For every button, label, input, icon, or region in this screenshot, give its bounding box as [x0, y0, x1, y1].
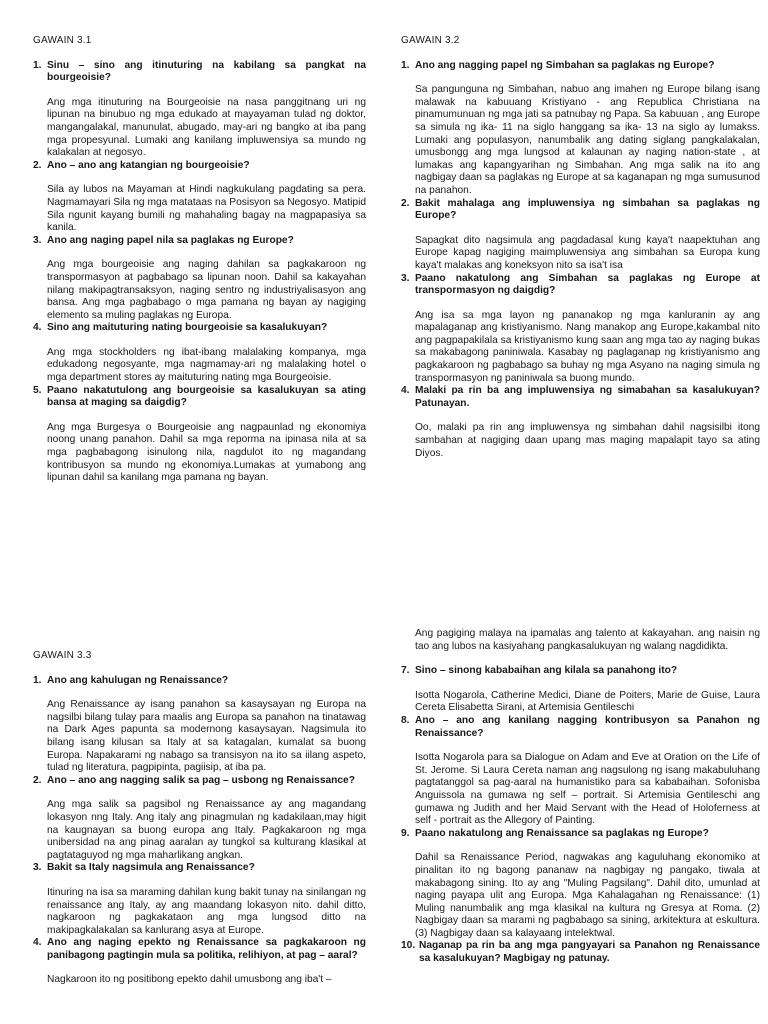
section-heading: GAWAIN 3.3 [33, 650, 92, 661]
answer: Oo, malaki pa rin ang impluwensya ng simbahan dahil nagsisilbi itong sambahan at nagiging daan upang mas maging mapalapit tayo sa ating Diyos. [415, 422, 760, 459]
answer: Sila ay lubos na Mayaman at Hindi nagkukulang pagdating sa pera. Nagmamayari Sila ng mga matataas na Posisyon sa Negosyo. Matipid Sila ngunit kayang bumili ng mahahaling bagay na magpapasiya sa kanila. [47, 184, 366, 234]
question: 9. Paano nakatulong ang Renaissance sa paglakas ng Europe? [401, 827, 709, 839]
question: 4. Sino ang maituturing nating bourgeoisie sa kasalukuyan? [33, 322, 328, 334]
question-block [33, 675, 366, 775]
question: 3. Bakit sa Italy nagsimula ang Renaissance? [33, 862, 255, 874]
question: 1. Ano ang kahulugan ng Renaissance? [33, 674, 229, 686]
answer: Ang mga stockholders ng ibat-ibang malalaking kompanya, mga edukadong negosyante, mga nagmamay-ari ng malalaking hotel o mga department stores ay maituturing nating mga Bourgeoisie. [47, 346, 366, 384]
question-block [401, 828, 760, 941]
section-heading: GAWAIN 3.2 [401, 35, 460, 46]
question: 4. Ano ang naging epekto ng Renaissance sa pagkakaroon ng panibagong pagtingin mula sa politika, relihiyon, at pag – aaral? [33, 937, 366, 961]
question: 7. Sino – sinong kababaihan ang kilala sa panahong ito? [401, 665, 678, 677]
answer: Ang mga bourgeoisie ang naging dahilan sa pagkakaroon ng transpormasyon at pagbabago sa lipunan noon. Dahil sa kakayahan nilang makipagtransaksyon, naging sentro ng industriyalisasyon ang bansa. Ang mga pagbabago o mga pamana ng bayan ay nagiging elemento sa muling paglakas ng Europa. [47, 259, 366, 321]
question-block [401, 715, 760, 828]
question-block [33, 775, 366, 863]
question: 3. Paano nakatulong ang Simbahan sa paglakas ng Europe at transpormasyon ng daigdig? [401, 272, 760, 297]
question-block [33, 160, 366, 235]
question-block [33, 937, 366, 987]
question-block [401, 385, 760, 460]
question-block [401, 273, 760, 386]
answer: Ang mga salik sa pagsibol ng Renaissance ay ang magandang lokasyon nng Italy. Ang italy ang pinagmulan ng kadakilaan,may higit na kaugnayan sa buong europa ang Italy. Pagkakaroon ng mga unibersidad na ang pinag aaralan ay tungkol sa kulturang klasikal at pagtataguyod ng mga maharlikang angkan. [47, 799, 366, 861]
question: 8. Ano – ano ang kanilang nagging kontribusyon sa Panahon ng Renaissance? [401, 714, 760, 739]
answer: Ang mga Burgesya o Bourgeoisie ang nagpaunlad ng ekonomiya noong unang panahon. Dahil sa mga reporma na ipinasa nila at sa mga pagbabagong isinulong nila, nagdulot ito ng magandang kontribusyon sa mundo ng ekonomiya.Lumakas at yumabong ang lipunan dahil sa kanilang mga pamana ng bayan. [47, 421, 366, 484]
question: 1. Ano ang nagging papel ng Simbahan sa paglakas ng Europe? [401, 59, 715, 71]
question: 2. Bakit mahalaga ang impluwensiya ng simbahan sa paglakas ng Europe? [401, 197, 760, 222]
question-block [33, 235, 366, 323]
question: 3. Ano ang naging papel nila sa paglakas ng Europe? [33, 234, 294, 246]
gawain-3-1-section [33, 35, 366, 485]
section-heading: GAWAIN 3.1 [33, 35, 92, 46]
answer: Isotta Nogarola, Catherine Medici, Diane de Poiters, Marie de Guise, Laura Cereta Elisabetta Sirani, at Artemisia Gentileschi [415, 689, 760, 714]
question-block [401, 940, 760, 965]
question-block [401, 60, 760, 198]
question: 1. Sinu – sino ang itinuturing na kabilang sa pangkat na bourgeoisie? [33, 59, 366, 84]
gawain-3-3-continuation [401, 628, 760, 966]
answer: Sapagkat dito nagsimula ang pagdadasal kung kaya't naapektuhan ang Europe kapag nagiging maimpluwensiya ang simbahan sa Europa kung kaya't malakas ang koneksyon nito sa isa't isa [415, 234, 760, 271]
answer: Sa pangunguna ng Simbahan, nabuo ang imahen ng Europe bilang isang malawak na kabuuang Kristiyano - ang Republica Christiana na pinamumunuan ng mga jati sa patnubay ng Papa. Sa kabuuan , ang Europe sa simula ng ika- 11 na siglo hanggang sa ika- 13 na siglo ay lumakss. Lumaki ang populasyon, nanumbalik ang dating siglang pangkalakalan, umusbongg ang mga lungsod at kalaunan ay naging nation-state , at lumakas ang kapangyarihan ng Simbahan. Ang mga salik na ito ang nagbigay daan sa paglakas ng Europe at sa kaganapan ng mga sumusunod na panahon. [415, 84, 760, 196]
answer: Dahil sa Renaissance Period, nagwakas ang kaguluhang ekonomiko at pinalitan ito ng bagong pananaw na nagbigay ng pangako, tiwala at makabagong sining. Ito ay ang "Muling Pagsilang". Dahil dito, umunlad at naging payapa ulit ang Europa. Mga Kahalagahan ng Renaissance: (1) Muling nanumbalik ang mga klasikal na kultura ng Gresya at Roma. (2) Nagbigay daan sa marami ng pagbabago sa sining, arkitektura at eskultura. (3) Nagbigay daan sa kalayaang intelektwal. [415, 852, 760, 939]
answer: Ang Renaissance ay isang panahon sa kasaysayan ng Europa na nagsilbi bilang tulay para maalis ang Europa sa panahon na tinatawag na Dark Ages papunta sa modernong kasaysayan. Nagsimula ito bilang isang kilusan sa Italy at sa katagalan, kumalat sa buong Europa. Napakarami ng nabago sa transisyon na ito sa iilang aspeto, tulad ng literatura, pagpipinta, pagiisip, at iba pa. [47, 699, 366, 774]
question-block [401, 198, 760, 273]
gawain-3-2-section [401, 35, 760, 460]
question: 2. Ano – ano ang nagging salik sa pag – usbong ng Renaissance? [33, 774, 355, 786]
answer: Itinuring na isa sa maraming dahilan kung bakit tunay na sinilangan ng renaissance ang Italy, ay ang maandang lokasyon nito. dahil ditto, nagkaroon ng pagkakataon ang mga lungsod ditto na makipagkalakalan sa kanlurang asya at Europe. [47, 886, 366, 936]
question-block [33, 862, 366, 937]
answer: Ang isa sa mga layon ng pananakop ng mga kanluranin ay ang mapalaganap ang kristiyanismo. Nang manakop ang Europe,kakambal nito ang pagpapakilala sa kristiyanismo kung saan ang mga tao ay naging bukas sa makabagong paniniwala. Kasabay ng paglaganap ng kristiyanismo ang pagkakaroon ng pagbabago sa buhay ng mga Asyano na naging simula ng transpormasyon ng paniniwala sa buong mundo. [415, 309, 760, 384]
question-block [33, 60, 366, 160]
answer: Nagkaroon ito ng positibong epekto dahil umusbong ang iba't – [47, 974, 332, 986]
question: 4. Malaki pa rin ba ang impluwensiya ng simabahan sa kasalukuyan? Patunayan. [401, 385, 760, 409]
gawain-3-3-section [33, 650, 366, 987]
question-block [33, 322, 366, 384]
question: 10. Naganap pa rin ba ang mga pangyayari sa Panahon ng Renaissance sa kasalukuyan? Magbigay ng patunay. [401, 940, 760, 965]
question: 2. Ano – ano ang katangian ng bourgeoisie? [33, 159, 250, 171]
question-block [33, 385, 366, 485]
answer: Isotta Nogarola para sa Dialogue on Adam and Eve at Oration on the Life of St. Jerome. Si Laura Cereta naman ang nagsulong ng isang makabuluhang pagtatanggol sa pag-aaral na humanistiko para sa kababaihan. Sofonisba Anguissola na gumawa ng self – portrait. Si Artemisia Gentileschi ang gumawa ng Judith and her Maid Servant with the Head of Holoferness at self - portrait as the Allegory of Painting. [415, 752, 760, 827]
answer-continuation: Ang pagiging malaya na ipamalas ang talento at kakayahan. ang naisin ng tao ang lubos na kasiyahang pangkasalukuyan ng walang nagdidikta. [415, 628, 760, 652]
question-block [401, 665, 760, 715]
question: 5. Paano nakatutulong ang bourgeoisie sa kasalukuyan sa ating bansa at maging sa daigdig? [33, 384, 366, 409]
answer: Ang mga itinuturing na Bourgeoisie na nasa panggitnang uri ng lipunan na binubuo ng mga edukado at mayayaman tulad ng doktor, mangangalakal, manunulat, abugado, may-ari ng bangko at iba pang mga propesyunal. Lumaki ang kanilang impluwensiya sa mundo ng kalakalan at negosyo. [47, 96, 366, 159]
